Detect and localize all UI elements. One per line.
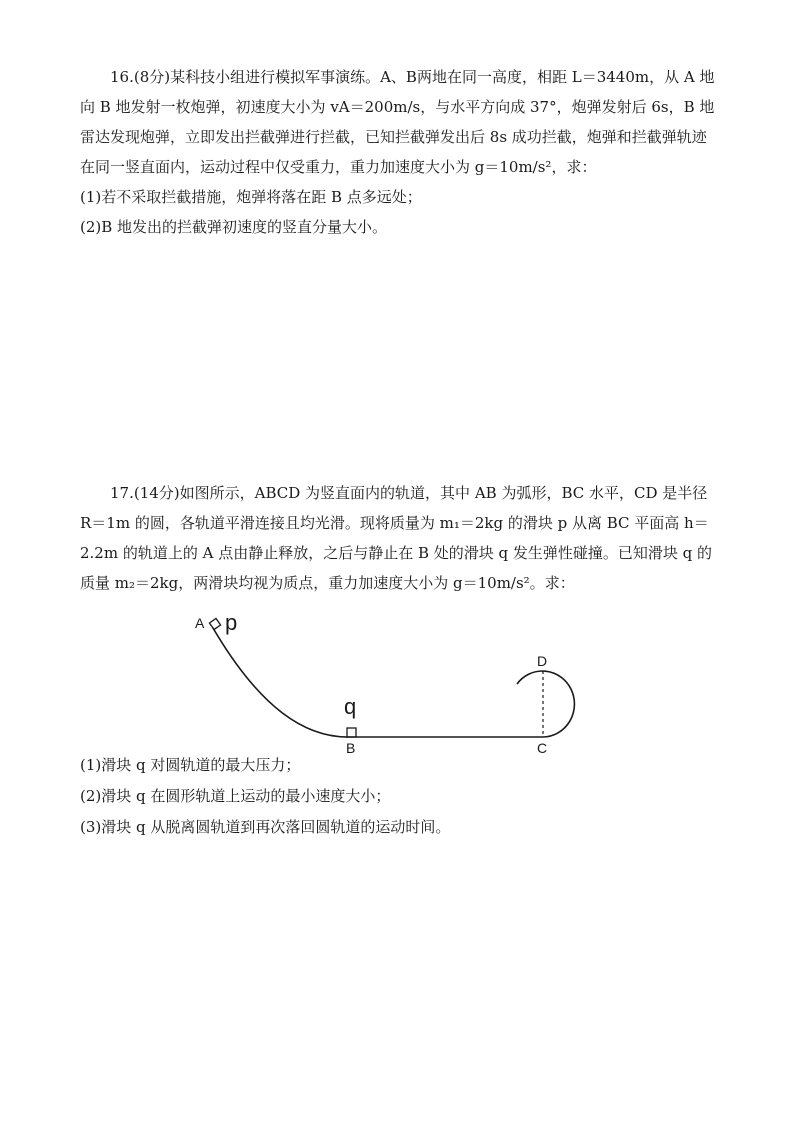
problem-17-question-3: (3)滑块 q 从脱离圆轨道到再次落回圆轨道的运动时间。	[80, 818, 451, 836]
track-diagram-drawing	[80, 598, 720, 748]
track-diagram	[80, 598, 720, 756]
label-d: D	[537, 653, 548, 669]
problem-17-statement: 17.(14分)如图所示，ABCD 为竖直面内的轨道，其中 AB 为弧形，BC 水平，CD 是半径 R＝1m 的圆，各轨道平滑连接且均光滑。现将质量为 m₁＝2kg 的滑块 p 从离 BC 平面高 h＝2.2m 的轨道上的 A 点由静止释放，之后与静止在 B 处的滑块 q 发生弹性碰撞。已知滑块 q 的质量 m₂＝2kg，两滑块均视为质点，重力加速度大小为 g＝10m/s²。求：	[80, 484, 713, 592]
label-a: A	[195, 615, 205, 631]
label-b: B	[346, 740, 356, 756]
block-p	[209, 618, 220, 629]
problem-16-statement: 16.(8分)某科技小组进行模拟军事演练。A、B两地在同一高度，相距 L＝3440m，从 A 地向 B 地发射一枚炮弹，初速度大小为 vA＝200m/s，与水平方向成 37°，炮弹发射后 6s，B 地雷达发现炮弹，立即发出拦截弹进行拦截，已知拦截弹发出后 8s 成功拦截，炮弹和拦截弹轨迹在同一竖直面内，运动过程中仅受重力，重力加速度大小为 g＝10m/s²，求：	[80, 68, 715, 176]
problem-17-questions	[80, 750, 720, 843]
label-q: q	[344, 694, 357, 719]
problem-17-question-2: (2)滑块 q 在圆形轨道上运动的最小速度大小；	[80, 787, 391, 805]
block-q	[347, 728, 356, 737]
problem-16-question-2: (2)B 地发出的拦截弹初速度的竖直分量大小。	[80, 218, 388, 236]
label-p: p	[225, 610, 238, 635]
track-loop	[517, 671, 574, 737]
problem-17-question-1: (1)滑块 q 对圆轨道的最大压力；	[80, 756, 301, 774]
problem-17	[80, 478, 720, 843]
problem-16	[80, 62, 720, 242]
problem-16-question-1: (1)若不采取拦截措施，炮弹将落在距 B 点多远处；	[80, 188, 422, 206]
label-c: C	[537, 740, 548, 756]
track-arc-ab	[213, 628, 350, 737]
